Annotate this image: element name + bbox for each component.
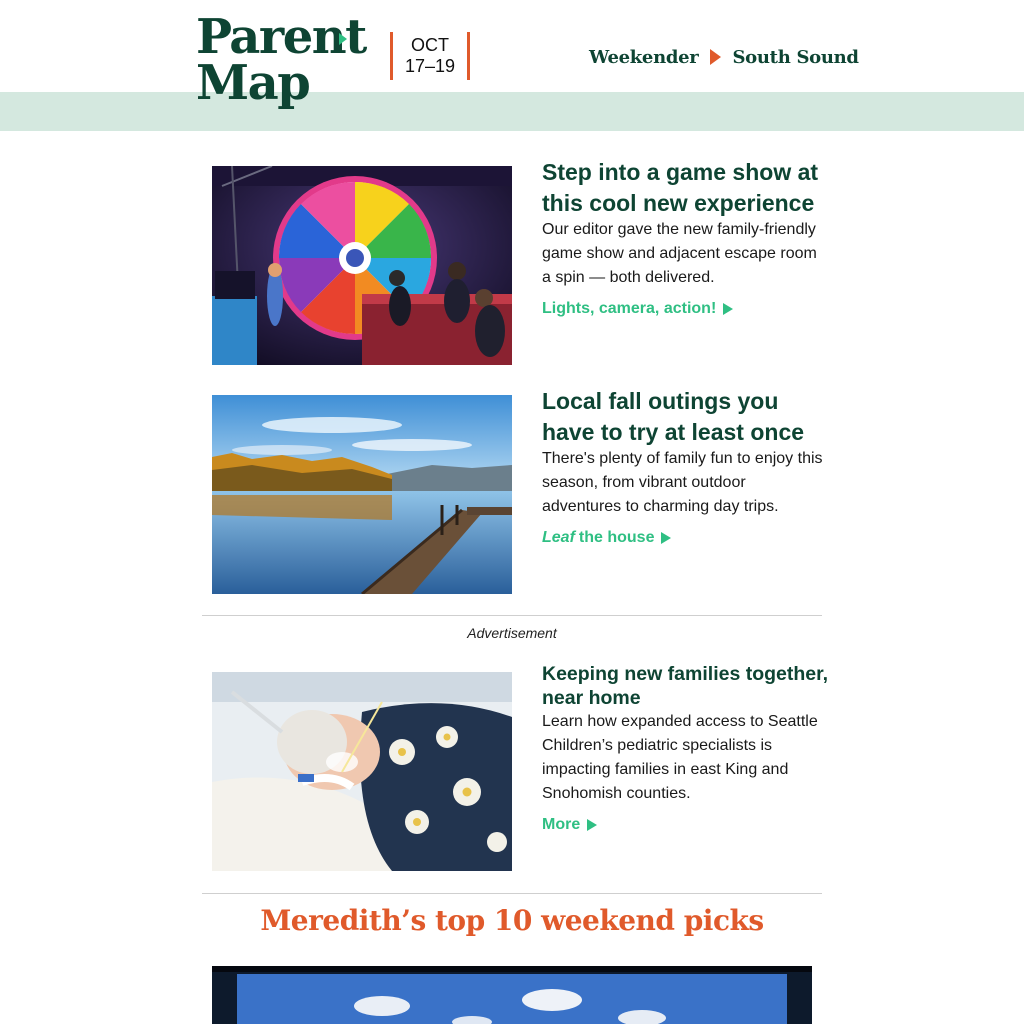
article-fall-outings xyxy=(212,388,824,595)
article-text xyxy=(542,386,824,547)
article-description: There's plenty of family fun to enjoy this season, from vibrant outdoor adventures to charming day trips. xyxy=(542,450,823,515)
newsletter-header xyxy=(0,0,1024,131)
divider xyxy=(202,893,822,894)
article-cta-link[interactable] xyxy=(542,300,733,318)
logo-text-map: Map xyxy=(196,55,310,111)
parentmap-logo[interactable] xyxy=(196,9,366,124)
advertisement-label: Advertisement xyxy=(467,625,557,641)
cta-label: the house xyxy=(578,529,655,546)
sponsored-article xyxy=(212,663,829,872)
fall-lake-dock-photo[interactable] xyxy=(212,395,512,594)
sponsored-description: Learn how expanded access to Seattle Children’s pediatric specialists is impacting families in east King and Snohomish counties. xyxy=(542,713,818,802)
sponsored-text xyxy=(542,662,832,834)
breadcrumb-arrow-icon xyxy=(710,49,721,65)
divider xyxy=(202,615,822,616)
cta-label: More xyxy=(542,816,581,833)
issue-date-range: 17–19 xyxy=(404,56,456,76)
cta-label: Lights, camera, action! xyxy=(542,300,717,317)
game-show-wheel-photo[interactable] xyxy=(212,166,512,365)
logo-arrow-icon xyxy=(339,33,347,45)
edition-breadcrumb xyxy=(589,44,859,70)
article-description: Our editor gave the new family-friendly game show and adjacent escape room a spin — both delivered. xyxy=(542,221,817,286)
play-arrow-icon xyxy=(723,303,733,315)
breadcrumb-weekender[interactable]: Weekender xyxy=(589,46,699,68)
sponsored-title[interactable]: Keeping new families together, near home xyxy=(542,663,829,709)
article-title[interactable]: Local fall outings you have to try at least once xyxy=(542,388,805,445)
stage-clouds-photo[interactable] xyxy=(212,966,812,1024)
article-cta-link[interactable] xyxy=(542,529,671,547)
issue-date xyxy=(390,32,470,80)
newborn-nicu-photo[interactable] xyxy=(212,672,512,871)
play-arrow-icon xyxy=(587,819,597,831)
weekend-picks-heading: Meredith’s top 10 weekend picks xyxy=(260,904,764,937)
issue-date-month: OCT xyxy=(411,35,449,55)
breadcrumb-south-sound[interactable]: South Sound xyxy=(732,46,859,68)
logo-text-parent: Parent xyxy=(196,9,366,65)
play-arrow-icon xyxy=(661,532,671,544)
article-game-show xyxy=(212,159,824,366)
article-title[interactable]: Step into a game show at this cool new experience xyxy=(542,159,819,216)
cta-emphasis: Leaf xyxy=(542,529,575,546)
article-text xyxy=(542,157,824,318)
sponsored-more-link[interactable] xyxy=(542,816,597,834)
